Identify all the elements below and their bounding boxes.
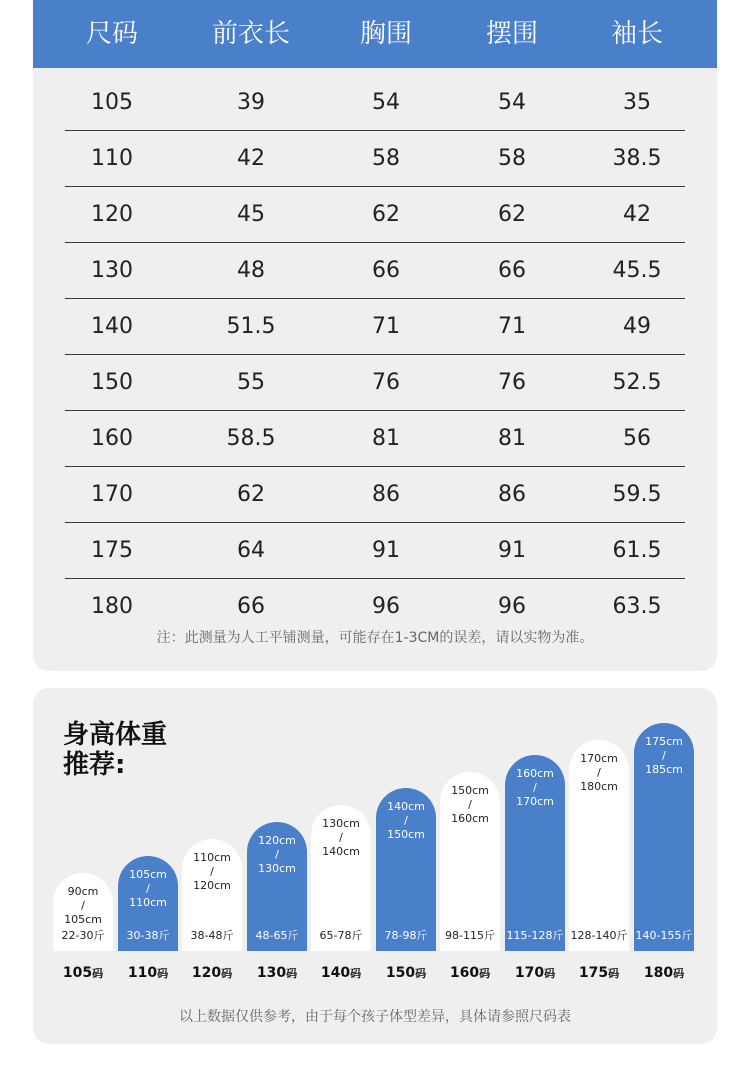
bar-height-bottom: 170cm [516, 795, 554, 808]
size-label-170 [505, 965, 565, 981]
cell-size: 130 [91, 258, 133, 283]
bar-height-top: 175cm [645, 735, 683, 748]
cell-sleeve: 38.5 [612, 146, 662, 171]
size-label-180 [634, 965, 694, 981]
header-size: 尺码 [85, 19, 139, 49]
cell-size: 105 [91, 90, 133, 115]
cell-front-length: 51.5 [226, 314, 276, 339]
recommendation-title-line2: 推荐: [63, 750, 126, 780]
cell-chest: 54 [372, 90, 400, 115]
height-bar-140 [311, 805, 371, 951]
cell-size: 175 [91, 538, 133, 563]
size-table-body [65, 75, 685, 634]
bar-height-bottom: 185cm [645, 763, 683, 776]
bar-height-bottom: 110cm [129, 896, 167, 909]
size-number: 180 [643, 965, 674, 981]
cell-chest: 76 [372, 370, 400, 395]
size-label-150 [376, 965, 436, 981]
recommendation-note: 以上数据仅供参考，由于每个孩子体型差异，具体请参照尺码表 [179, 1009, 571, 1025]
size-unit: 码 [92, 967, 104, 980]
bar-weight-range: 115-128斤 [506, 929, 564, 942]
bar-height-sep: / [275, 848, 279, 861]
cell-front-length: 62 [237, 482, 265, 507]
cell-front-length: 39 [237, 90, 265, 115]
size-unit: 码 [673, 967, 685, 980]
height-bar-170 [505, 755, 565, 951]
cell-front-length: 48 [237, 258, 265, 283]
height-bar-110 [118, 856, 178, 951]
bar-height-range [53, 885, 113, 927]
bar-weight-range: 140-155斤 [635, 929, 693, 942]
table-row [65, 187, 685, 243]
recommendation-card [33, 688, 717, 1044]
cell-front-length: 45 [237, 202, 265, 227]
cell-size: 120 [91, 202, 133, 227]
size-number: 160 [449, 965, 480, 981]
bar-weight-range: 128-140斤 [570, 929, 628, 942]
height-bar-180 [634, 723, 694, 951]
height-bar-105 [53, 873, 113, 951]
table-row [65, 243, 685, 299]
cell-chest: 66 [372, 258, 400, 283]
cell-size: 140 [91, 314, 133, 339]
bar-height-bottom: 140cm [322, 845, 360, 858]
header-front-length: 前衣长 [211, 19, 291, 49]
cell-hem: 76 [498, 370, 526, 395]
height-bar-150 [376, 788, 436, 951]
bar-height-sep: / [662, 749, 666, 762]
cell-chest: 81 [372, 426, 400, 451]
bar-height-top: 130cm [322, 817, 360, 830]
bar-height-sep: / [468, 798, 472, 811]
bar-weight-range: 48-65斤 [255, 929, 299, 942]
bar-height-range [505, 767, 565, 809]
cell-hem: 54 [498, 90, 526, 115]
cell-sleeve: 59.5 [612, 482, 662, 507]
cell-sleeve: 35 [623, 90, 651, 115]
table-row [65, 579, 685, 634]
size-unit: 码 [221, 967, 233, 980]
size-number: 130 [256, 965, 287, 981]
cell-front-length: 42 [237, 146, 265, 171]
cell-front-length: 58.5 [226, 426, 276, 451]
bar-height-sep: / [404, 814, 408, 827]
size-table-header [33, 0, 717, 68]
bar-height-top: 140cm [387, 800, 425, 813]
size-number: 150 [385, 965, 416, 981]
bar-height-top: 105cm [129, 868, 167, 881]
bar-height-top: 90cm [67, 885, 99, 898]
cell-size: 160 [91, 426, 133, 451]
table-row [65, 355, 685, 411]
cell-hem: 58 [498, 146, 526, 171]
cell-hem: 96 [498, 594, 526, 619]
cell-size: 150 [91, 370, 133, 395]
bar-height-range [118, 868, 178, 910]
bar-height-sep: / [210, 865, 214, 878]
size-unit: 码 [286, 967, 298, 980]
size-number: 105 [62, 965, 93, 981]
measurement-note: 注：此测量为人工平铺测量，可能存在1-3CM的误差，请以实物为准。 [156, 630, 594, 646]
bar-height-range [182, 851, 242, 893]
height-bar-160 [440, 772, 500, 951]
bar-height-range [569, 752, 629, 794]
bar-height-top: 150cm [451, 784, 489, 797]
header-chest: 胸围 [359, 19, 413, 49]
cell-sleeve: 61.5 [612, 538, 662, 563]
size-number: 175 [578, 965, 609, 981]
size-unit: 码 [415, 967, 427, 980]
bar-height-sep: / [339, 831, 343, 844]
bar-height-bottom: 180cm [580, 780, 618, 793]
bar-height-bottom: 150cm [387, 828, 425, 841]
size-label-110 [118, 965, 178, 981]
bar-weight-range: 38-48斤 [190, 929, 234, 942]
bar-height-range [311, 817, 371, 859]
bar-height-range [440, 784, 500, 826]
table-row [65, 467, 685, 523]
cell-front-length: 64 [237, 538, 265, 563]
cell-sleeve: 45.5 [612, 258, 662, 283]
bar-height-sep: / [81, 899, 85, 912]
size-number: 110 [127, 965, 158, 981]
bar-weight-range: 98-115斤 [445, 929, 495, 942]
cell-sleeve: 56 [623, 426, 651, 451]
cell-chest: 62 [372, 202, 400, 227]
height-bar-130 [247, 822, 307, 951]
cell-hem: 86 [498, 482, 526, 507]
bar-weight-range: 78-98斤 [384, 929, 428, 942]
bar-height-top: 170cm [580, 752, 618, 765]
cell-size: 180 [91, 594, 133, 619]
cell-hem: 62 [498, 202, 526, 227]
cell-hem: 66 [498, 258, 526, 283]
cell-sleeve: 52.5 [612, 370, 662, 395]
height-bar-120 [182, 839, 242, 951]
size-number: 140 [320, 965, 351, 981]
cell-sleeve: 49 [623, 314, 651, 339]
cell-hem: 81 [498, 426, 526, 451]
table-row [65, 523, 685, 579]
bar-height-sep: / [533, 781, 537, 794]
cell-hem: 91 [498, 538, 526, 563]
bar-height-top: 120cm [258, 834, 296, 847]
size-number: 120 [191, 965, 222, 981]
cell-front-length: 66 [237, 594, 265, 619]
bar-height-range [247, 834, 307, 876]
cell-front-length: 55 [237, 370, 265, 395]
cell-size: 170 [91, 482, 133, 507]
header-sleeve: 袖长 [610, 19, 664, 49]
bar-height-bottom: 130cm [258, 862, 296, 875]
cell-hem: 71 [498, 314, 526, 339]
bar-weight-range: 65-78斤 [319, 929, 363, 942]
size-label-160 [440, 965, 500, 981]
bar-height-sep: / [146, 882, 150, 895]
cell-chest: 91 [372, 538, 400, 563]
height-bar-175 [569, 740, 629, 951]
recommendation-title-line1: 身高体重 [63, 720, 168, 750]
cell-sleeve: 42 [623, 202, 651, 227]
size-label-140 [311, 965, 371, 981]
size-unit: 码 [157, 967, 169, 980]
bar-weight-range: 30-38斤 [126, 929, 170, 942]
size-number: 170 [514, 965, 545, 981]
size-unit: 码 [350, 967, 362, 980]
bar-height-sep: / [597, 766, 601, 779]
recommendation-title [63, 720, 167, 780]
header-hem: 摆围 [485, 19, 539, 49]
size-table-card [33, 0, 717, 671]
size-label-130 [247, 965, 307, 981]
size-label-175 [569, 965, 629, 981]
bar-height-bottom: 120cm [193, 879, 231, 892]
table-row [65, 131, 685, 187]
bar-weight-range: 22-30斤 [61, 929, 105, 942]
size-unit: 码 [608, 967, 620, 980]
cell-size: 110 [91, 146, 133, 171]
table-row [65, 299, 685, 355]
bar-height-bottom: 160cm [451, 812, 489, 825]
size-label-105 [53, 965, 113, 981]
table-row [65, 411, 685, 467]
cell-chest: 58 [372, 146, 400, 171]
size-unit: 码 [544, 967, 556, 980]
table-row [65, 75, 685, 131]
cell-sleeve: 63.5 [612, 594, 662, 619]
bar-height-range [376, 800, 436, 842]
bar-height-top: 110cm [193, 851, 231, 864]
cell-chest: 96 [372, 594, 400, 619]
size-label-120 [182, 965, 242, 981]
bar-height-range [634, 735, 694, 777]
bar-height-top: 160cm [516, 767, 554, 780]
cell-chest: 86 [372, 482, 400, 507]
size-unit: 码 [479, 967, 491, 980]
bar-height-bottom: 105cm [64, 913, 102, 926]
cell-chest: 71 [372, 314, 400, 339]
